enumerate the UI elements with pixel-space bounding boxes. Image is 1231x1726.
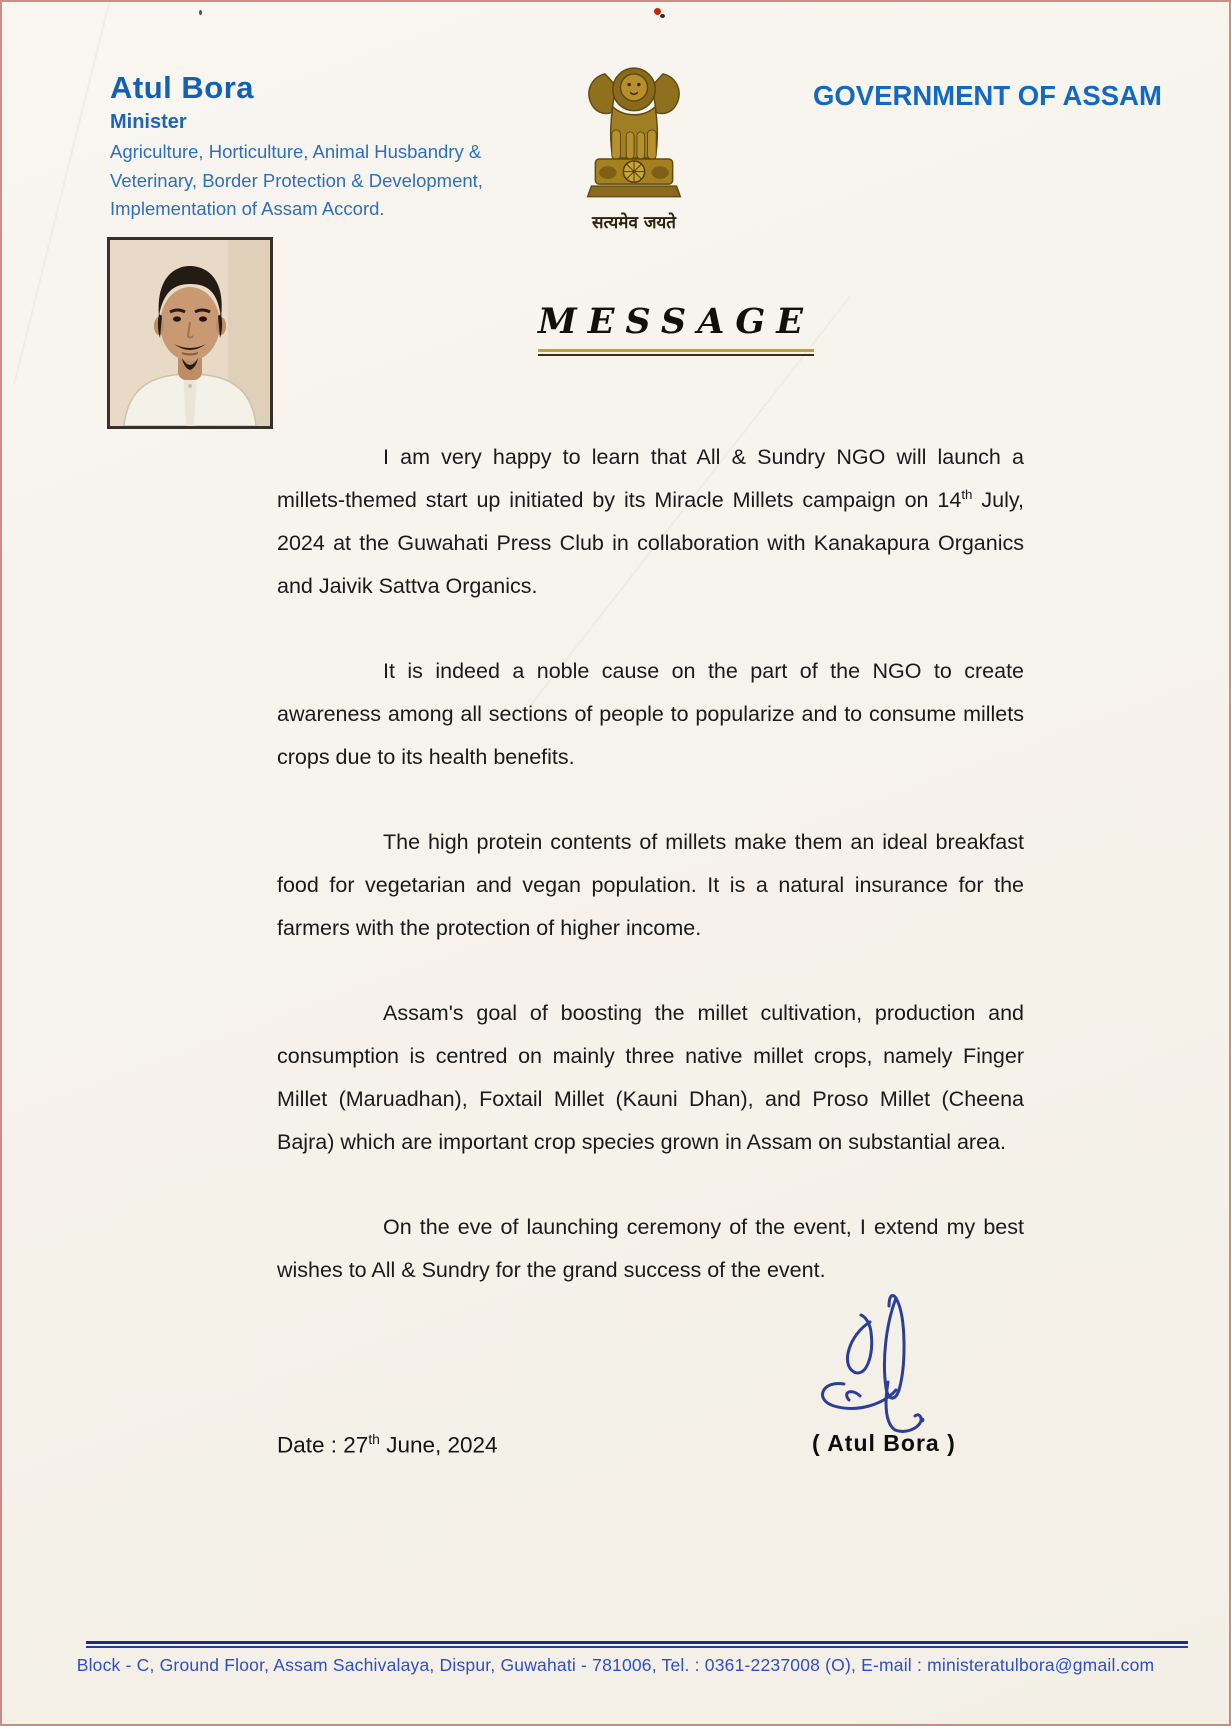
paragraph-1-text: I am very happy to learn that All & Sundry NGO will launch a millets-themed start up initiated by its Miracle Millets campaign on 14 xyxy=(277,445,1024,512)
departments-line-1: Agriculture, Horticulture, Animal Husbandry & xyxy=(110,141,482,162)
paragraph-5: On the eve of launching ceremony of the event, I extend my best wishes to All & Sundry for the grand success of the event. xyxy=(277,1215,1024,1282)
page-title: MESSAGE xyxy=(538,301,814,342)
paragraph-3: The high protein contents of millets make them an ideal breakfast food for vegetarian and vegan population. It is a natural insurance for the farmers with the protection of higher income. xyxy=(277,830,1024,940)
signed-name: ( Atul Bora ) xyxy=(812,1430,956,1456)
minister-name: Atul Bora xyxy=(110,70,254,105)
date-line xyxy=(277,1431,498,1459)
letter-body xyxy=(277,436,1024,1334)
paragraph-4: Assam's goal of boosting the millet cultivation, production and consumption is centred on mainly three native millet crops, namely Finger Millet (Maruadhan), Foxtail Millet (Kauni Dhan), and Proso Millet (Cheena Bajra) which are important crop species grown in Assam on substantial area. xyxy=(277,1001,1024,1154)
minister-photo xyxy=(107,237,273,429)
paragraph-1-text-cont: July, 2024 at the Guwahati Press Club in collaboration with Kanakapura Organics and Jaivik Sattva Organics. xyxy=(277,488,1025,598)
tiny-speck xyxy=(199,10,202,15)
ordinal-superscript: th xyxy=(961,486,973,502)
footer-divider xyxy=(86,1641,1188,1648)
departments-line-2: Veterinary, Border Protection & Development, xyxy=(110,169,483,191)
paragraph-2: It is indeed a noble cause on the part of the NGO to create awareness among all sections of people to popularize and to consume millets crops due to its health benefits. xyxy=(277,659,1024,769)
handwritten-signature-icon xyxy=(798,1282,988,1437)
minister-departments xyxy=(110,138,540,224)
title-underline-gold xyxy=(538,349,814,352)
footer-address: Block - C, Ground Floor, Assam Sachivalaya, Dispur, Guwahati - 781006, Tel. : 0361-2237008 (O), E-mail : ministeratulbora@gmail.com xyxy=(76,1655,1155,1675)
date-text-cont: June, 2024 xyxy=(379,1432,498,1458)
scan-crease xyxy=(13,0,117,384)
departments-line-3: Implementation of Assam Accord. xyxy=(110,198,385,219)
emblem-motto: सत्यमेव जयते xyxy=(592,213,676,233)
date-text: Date : 27 xyxy=(277,1432,369,1458)
government-title: GOVERNMENT OF ASSAM xyxy=(813,80,1162,111)
ashoka-lion-capital-emblem-icon xyxy=(576,48,692,212)
date-ordinal-superscript: th xyxy=(368,1431,380,1447)
dark-speck xyxy=(660,14,665,18)
title-underline-dark xyxy=(538,354,814,357)
minister-designation: Minister xyxy=(110,111,187,133)
message-title-block xyxy=(538,301,814,356)
paragraph-1 xyxy=(277,436,1024,608)
